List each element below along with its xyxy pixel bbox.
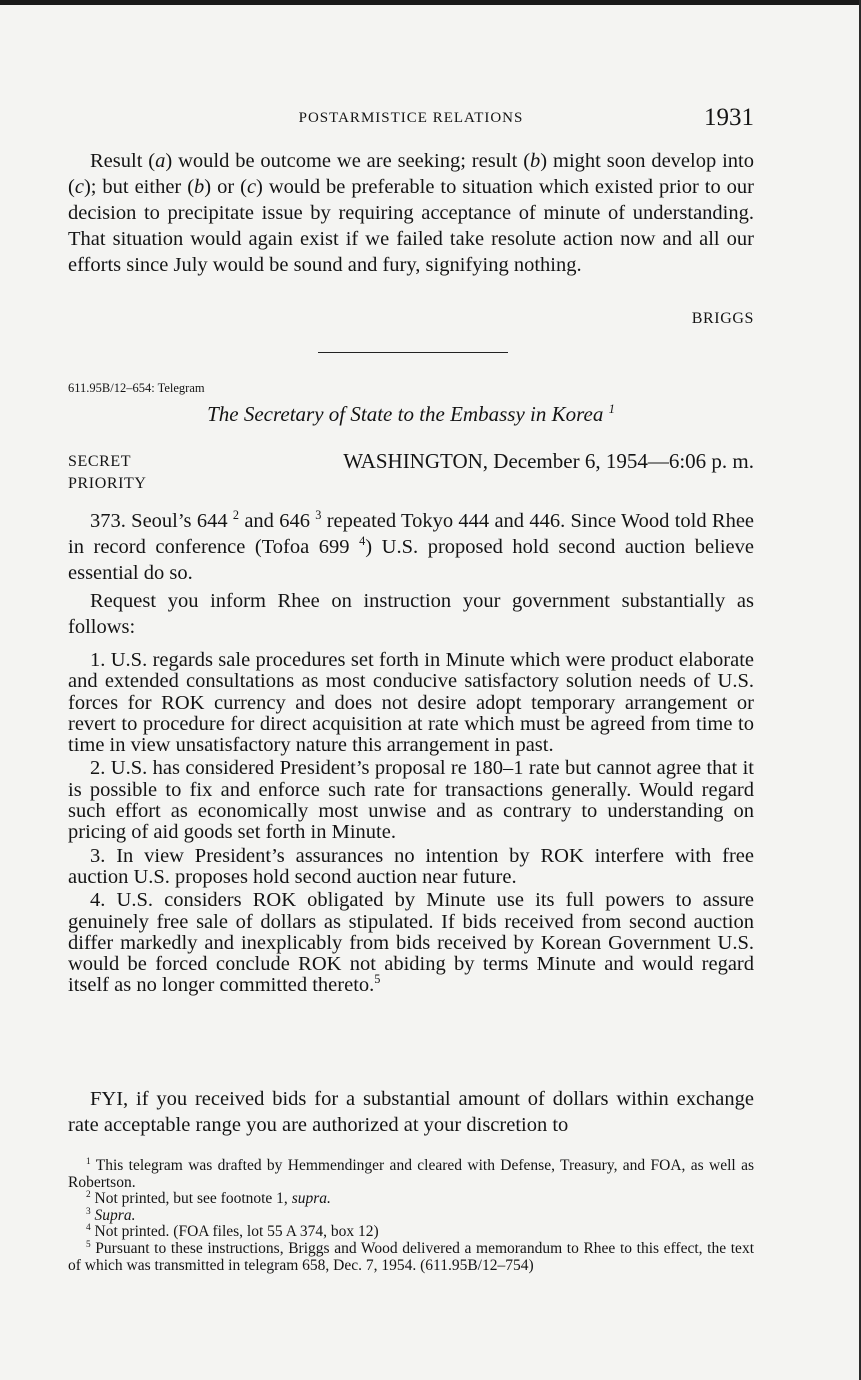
point-2: 2. U.S. has considered President’s proposal re 180–1 rate but cannot agree that it is possible to fix and enforce such rate for transactions generally. Would regard such effort as economically most unwise and as contrary to understanding on pricing of aid goods set forth in Minute. [68,757,754,844]
footnotes [68,1158,754,1274]
page-number: 1931 [704,104,754,131]
running-head [68,104,754,134]
file-reference: 611.95B/12–654: Telegram [68,381,205,395]
footnote-1: $^1$ This telegram was drafted by Hemmendinger and cleared with Defense, Treasury, and FOA, as well as Robertson. [68,1156,754,1191]
fyi-paragraph-wrap [68,1086,754,1138]
classification-secret: SECRET [68,453,132,470]
paragraph-fyi: FYI, if you received bids for a substantial amount of dollars within exchange rate acceptable range you are authorized at your discretion to [68,1088,754,1136]
previous-document-text [68,148,754,278]
numbered-points [68,650,754,997]
footnote-2: $^2$ Not printed, but see footnote 1, supra. [86,1190,331,1208]
footnote-5: $^5$ Pursuant to these instructions, Briggs and Wood delivered a memorandum to Rhee to this effect, the text of which was transmitted in telegram 658, Dec. 7, 1954. (611.95B/12–754) [68,1239,754,1274]
point-3: 3. In view President’s assurances no intention by ROK interfere with free auction U.S. proposes hold second auction near future. [68,844,754,888]
paragraph-373: 373. Seoul’s 644 $^2$ and 646 $^3$ repeated Tokyo 444 and 446. Since Wood told Rhee in record conference (Tofoa 699 $^4$) U.S. proposed hold second auction believe essential do so. [68,508,755,584]
point-4: 4. U.S. considers ROK obligated by Minute use its full powers to assure genuinely free sale of dollars as stipulated. If bids received from second auction differ markedly and inexplicably from bids received by Korean Government U.S. would be forced conclude ROK not abiding by terms Minute and would regard itself as no longer committed thereto.$^5$ [68,889,754,997]
running-title: POSTARMISTICE RELATIONS [298,110,524,126]
footnote-3: $^3$ Supra. [86,1206,136,1224]
dateline: WASHINGTON, December 6, 1954—6:06 p. m. [343,449,754,473]
signature-briggs: BRIGGS [691,310,754,327]
point-1: 1. U.S. regards sale procedures set forth in Minute which were product elaborate and extended consultations as most conducive satisfactory solution needs of U.S. forces for ROK currency and does not desire adopt temporary arrangement or revert to procedure for direct acquisition at rate which must be agreed from time to time in view unsatisfactory nature this arrangement in past. [68,649,754,757]
paragraph-request: Request you inform Rhee on instruction your government substantially as follows: [68,590,754,638]
top-border [0,0,861,5]
section-divider [318,352,508,353]
footnote-4: $^4$ Not printed. (FOA files, lot 55 A 374, box 12) [86,1223,379,1241]
paragraph-result: Result (a) would be outcome we are seeking; result (b) might soon develop into (c); but either (b) or (c) would be preferable to situation which existed prior to our decision to precipitate issue by requiring acceptance of minute of understanding. That situation would again exist if we failed take resolute action now and all our efforts since July would be sound and fury, signifying nothing. [68,150,754,276]
classification-priority: PRIORITY [68,475,147,492]
classification-markings [68,451,147,495]
telegram-body [68,508,754,640]
document-title: The Secretary of State to the Embassy in Korea $^1$ [207,402,615,426]
footnote-ref-1: 1 [608,402,615,416]
